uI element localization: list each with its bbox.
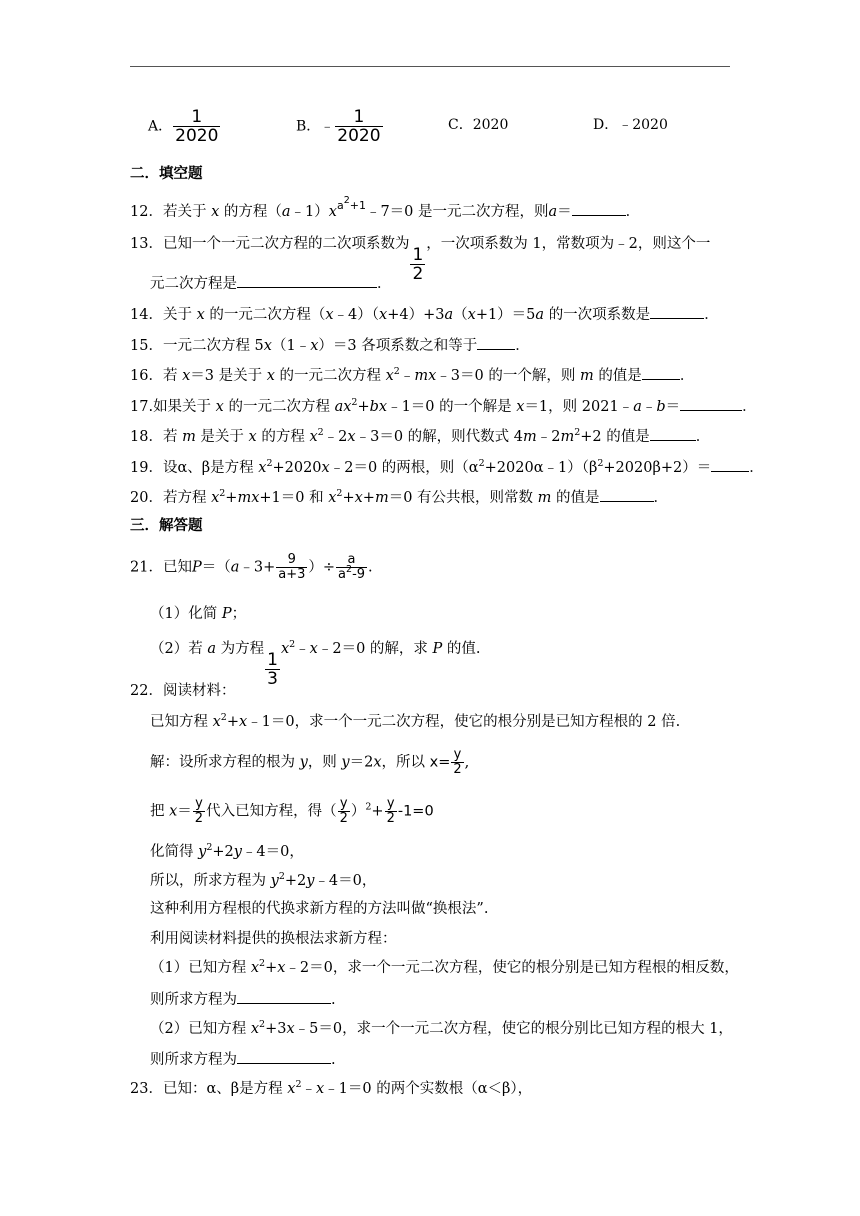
text-fragment: 2	[259, 1019, 266, 1030]
text-fragment: 的一元二次方程	[279, 368, 381, 384]
text-fragment: x	[347, 429, 356, 445]
text-fragment: ＝（	[201, 559, 231, 576]
text-fragment: 2	[453, 762, 462, 777]
text-fragment: A．	[148, 118, 173, 135]
question-12	[130, 196, 640, 222]
text-fragment: 已知	[162, 559, 192, 576]
text-fragment: ．	[377, 276, 392, 292]
text-fragment: m	[374, 490, 389, 506]
text-fragment: 13．	[130, 236, 163, 252]
text-fragment: 1	[412, 245, 424, 265]
text-fragment: ﹣	[641, 399, 657, 415]
text-fragment: 的值.	[446, 641, 481, 657]
text-fragment: ﹣1＝0 的一个解是	[387, 399, 512, 415]
text-fragment: ﹣3＝0 的一个解，则	[436, 368, 576, 384]
text-fragment: P	[221, 606, 232, 622]
text-fragment: （1）化简	[150, 606, 218, 622]
text-fragment: 2	[289, 639, 296, 650]
text-fragment: +2	[212, 844, 234, 860]
text-fragment: x=	[429, 754, 451, 771]
text-fragment: a	[336, 199, 344, 212]
text-fragment: m	[182, 429, 196, 445]
section-title: 二．填空题	[130, 165, 203, 182]
text-fragment: ﹣4）（	[333, 307, 380, 323]
text-fragment: 16．	[130, 368, 163, 384]
text-fragment: m	[523, 429, 537, 445]
text-fragment: ,	[464, 754, 470, 771]
text-fragment: 元二次方程是	[150, 276, 237, 292]
text-fragment: +	[265, 960, 278, 976]
text-fragment: ．	[515, 338, 530, 354]
fraction	[265, 651, 280, 688]
text-fragment: ＝	[665, 399, 681, 415]
text-fragment: （1﹣	[271, 338, 311, 354]
text-fragment: x	[286, 1021, 295, 1037]
text-fragment: y	[386, 796, 395, 811]
text-fragment: +1）＝5	[475, 307, 536, 323]
text-fragment: x	[379, 307, 388, 323]
fraction	[276, 553, 307, 582]
text-fragment: （2）已知方程	[150, 1021, 247, 1037]
text-fragment: ﹣4＝0，	[314, 873, 377, 889]
text-fragment: 已知一个一元二次方程的二次项系数为	[162, 236, 410, 252]
text-fragment: ．	[695, 429, 711, 445]
text-fragment: +	[371, 803, 384, 820]
text-fragment: +	[342, 490, 355, 506]
math-part	[336, 564, 367, 582]
question-20	[130, 487, 668, 508]
text-fragment: ．	[704, 307, 719, 323]
text-fragment: 15．	[130, 338, 163, 354]
text-fragment: +2	[284, 873, 307, 889]
text-fragment: -9	[352, 567, 366, 582]
text-fragment: ＝	[177, 803, 192, 820]
text-fragment: 若	[162, 429, 178, 445]
text-fragment: 1	[191, 107, 203, 127]
text-fragment: ﹣1＝0，求一个一元二次方程，使它的根分别是已知方程根的 2 倍.	[247, 714, 681, 730]
text-fragment: +1	[349, 199, 366, 212]
text-fragment: x	[212, 714, 221, 730]
text-fragment: y	[339, 796, 348, 811]
text-fragment: ﹣3＝0 的解，则代数式 4	[355, 429, 523, 445]
text-fragment: x	[309, 429, 318, 445]
text-fragment: a	[281, 204, 291, 220]
text-fragment: x	[309, 641, 318, 657]
text-fragment: 已知：α、β是方程	[162, 1081, 283, 1097]
text-fragment: x	[182, 368, 191, 384]
text-fragment: 9	[287, 552, 296, 567]
text-fragment: 12．	[130, 204, 163, 220]
text-fragment: 2	[393, 366, 400, 377]
text-fragment: x	[169, 803, 178, 820]
text-fragment: ．	[749, 460, 764, 476]
text-fragment: x	[325, 307, 334, 323]
text-fragment: ．	[625, 204, 641, 220]
question-21	[130, 553, 373, 582]
text-fragment: 解：设所求方程的根为	[150, 754, 295, 771]
text-fragment: 1	[267, 650, 278, 670]
text-fragment: 2	[336, 488, 343, 499]
text-fragment: ﹣2	[323, 429, 348, 445]
reading-line-4	[150, 842, 304, 862]
text-fragment: 17.	[130, 399, 154, 415]
text-fragment: 为方程	[220, 641, 265, 657]
text-fragment: +	[357, 399, 370, 415]
text-fragment: ）	[350, 803, 366, 820]
text-fragment: 化简得	[150, 844, 194, 860]
text-fragment: 2	[339, 811, 348, 826]
text-fragment: ﹣4＝0，	[241, 844, 304, 860]
text-fragment: y	[453, 747, 462, 762]
text-fragment: ﹣	[295, 641, 310, 657]
text-fragment: 2	[295, 1079, 302, 1090]
text-fragment: 若	[162, 368, 178, 384]
question-23	[130, 1079, 532, 1099]
fraction	[335, 108, 382, 145]
text-fragment: 2	[597, 458, 604, 469]
text-fragment: ﹣2＝0，求一个一元二次方程，使它的根分别是已知方程根的相反数，	[285, 960, 739, 976]
question-22-part-2-answer	[150, 1049, 336, 1070]
text-fragment: 2	[478, 458, 485, 469]
text-fragment: ﹣1＝0 的两个实数根（α＜β），	[324, 1081, 533, 1097]
answer-blank	[680, 396, 742, 411]
option-d	[593, 114, 668, 134]
text-fragment: 2	[365, 801, 372, 813]
text-fragment: 设α、β是方程	[162, 460, 254, 476]
answer-blank	[650, 426, 696, 441]
text-fragment: x	[239, 714, 248, 730]
question-14	[130, 304, 719, 325]
text-fragment: （1）已知方程	[150, 960, 247, 976]
text-fragment: +	[225, 490, 238, 506]
text-fragment: ﹣5＝0，求一个一元二次方程，使它的根分别比已知方程的根大 1，	[294, 1021, 733, 1037]
text-fragment: m	[579, 368, 594, 384]
text-fragment: B．	[296, 118, 321, 135]
text-fragment: x	[516, 399, 525, 415]
text-fragment: x	[467, 307, 476, 323]
fraction	[410, 246, 425, 283]
text-fragment: 20．	[130, 490, 163, 506]
text-fragment: bx	[369, 399, 388, 415]
text-fragment: ，一次项系数为 1，常数项为﹣2，则这个一	[426, 236, 711, 252]
text-fragment: D．	[593, 117, 619, 133]
text-fragment: x	[266, 368, 275, 384]
text-fragment: x	[263, 338, 272, 354]
text-fragment: y	[270, 873, 279, 889]
text-fragment: 则所求方程为	[150, 992, 237, 1008]
text-fragment: 2	[386, 811, 395, 826]
text-fragment: 则所求方程为	[150, 1052, 237, 1068]
reading-line-7: 利用阅读材料提供的换根法求新方程：	[150, 931, 397, 947]
text-fragment: x	[310, 338, 319, 354]
text-fragment: +2020	[272, 460, 322, 476]
text-fragment: a	[347, 552, 356, 567]
text-fragment: +	[226, 714, 239, 730]
text-fragment: 所以，所求方程为	[150, 873, 266, 889]
option-c	[448, 114, 508, 134]
text-fragment: 如果关于	[153, 399, 212, 415]
text-fragment: b	[656, 399, 666, 415]
text-fragment: ．	[653, 490, 669, 506]
text-fragment: C．	[448, 117, 473, 133]
text-fragment: x	[328, 204, 337, 220]
text-fragment: 3	[267, 669, 278, 689]
text-fragment: 2	[206, 842, 213, 853]
text-fragment: ＝1，则 2021﹣	[524, 399, 634, 415]
text-fragment: 2	[412, 264, 424, 284]
text-fragment: y	[341, 754, 350, 771]
text-fragment: y	[306, 873, 315, 889]
text-fragment: 14．	[130, 307, 163, 323]
text-fragment: 2	[574, 427, 581, 438]
answer-blank	[711, 457, 749, 472]
text-fragment: ﹣1）	[290, 204, 329, 220]
text-fragment: 的一元二次方程	[228, 399, 330, 415]
fraction	[173, 108, 220, 145]
fraction	[451, 748, 463, 777]
text-fragment: a	[633, 399, 642, 415]
text-fragment: +3	[265, 1021, 287, 1037]
text-fragment: x	[250, 1021, 260, 1037]
text-fragment: +2020α﹣1）（β	[484, 460, 598, 476]
text-fragment: 18．	[130, 429, 163, 445]
text-fragment: ．	[679, 368, 695, 384]
question-21-part-1	[150, 604, 246, 624]
text-fragment: -1=0	[397, 803, 434, 820]
text-fragment: x	[287, 1081, 296, 1097]
text-fragment: mx	[414, 368, 437, 384]
text-fragment: x	[373, 754, 382, 771]
text-fragment: 的值是	[598, 368, 642, 384]
header-rule	[130, 66, 730, 67]
text-fragment: +1＝0 和	[259, 490, 324, 506]
text-fragment: mx	[237, 490, 260, 506]
text-fragment: 2	[346, 564, 353, 575]
text-fragment: 是关于	[200, 429, 244, 445]
question-17	[130, 396, 757, 417]
fraction	[336, 553, 367, 582]
text-fragment: a	[207, 641, 216, 657]
text-fragment: 21．	[130, 559, 163, 576]
text-fragment: ﹣	[320, 118, 335, 135]
text-fragment: x	[315, 1081, 325, 1097]
option-a	[148, 108, 221, 145]
text-fragment: 2	[219, 488, 226, 499]
text-fragment: m	[537, 490, 552, 506]
text-fragment: 的方程	[261, 429, 305, 445]
fraction	[385, 797, 397, 826]
text-fragment: 若方程	[162, 490, 207, 506]
answer-blank	[477, 335, 515, 350]
text-fragment: 把	[150, 803, 165, 820]
text-fragment: 2	[220, 712, 227, 723]
text-fragment: 19．	[130, 460, 163, 476]
question-22	[130, 681, 235, 701]
question-13-cont	[150, 273, 392, 294]
text-fragment: y	[233, 844, 242, 860]
text-fragment: a	[548, 204, 558, 220]
text-fragment: P	[432, 641, 443, 657]
text-fragment: .	[331, 992, 336, 1008]
answer-blank	[237, 989, 331, 1004]
fraction	[193, 797, 205, 826]
text-fragment: ＝0 有公共根，则常数	[388, 490, 534, 506]
text-fragment: a	[444, 307, 454, 323]
answer-blank	[572, 201, 626, 216]
text-fragment: 2	[317, 427, 324, 438]
text-fragment: y	[198, 844, 207, 860]
text-fragment: ax	[334, 399, 352, 415]
text-fragment: a	[338, 567, 347, 582]
fraction	[338, 797, 350, 826]
text-fragment: a+3	[278, 567, 306, 582]
text-fragment: 的方程（	[223, 204, 282, 220]
text-fragment: 1	[353, 107, 365, 127]
text-fragment: 关于	[162, 307, 192, 323]
text-fragment: ）＝3 各项系数之和等于	[318, 338, 478, 354]
text-fragment: x	[196, 307, 205, 323]
reading-line-5	[150, 871, 376, 891]
text-fragment: x	[321, 460, 330, 476]
text-fragment: x	[215, 399, 224, 415]
text-fragment: x	[258, 460, 267, 476]
text-fragment: y	[299, 754, 308, 771]
question-15	[130, 335, 530, 356]
text-fragment: ﹣2＝0 的解，求	[317, 641, 428, 657]
text-fragment: 的值是	[556, 490, 600, 506]
text-fragment: （2）若	[150, 641, 203, 657]
reading-line-6: 这种利用方程根的代换求新方程的方法叫做“换根法”.	[150, 901, 489, 917]
text-fragment: 2	[259, 958, 266, 969]
text-fragment: ﹣2	[536, 429, 561, 445]
text-fragment: （	[453, 307, 468, 323]
text-fragment: ﹣	[301, 1081, 316, 1097]
answer-blank	[642, 365, 680, 380]
text-fragment: ﹣2020	[618, 117, 668, 133]
option-b	[296, 108, 384, 145]
text-fragment: 若关于	[162, 204, 207, 220]
text-fragment: 已知方程	[150, 714, 208, 730]
question-19	[130, 457, 764, 478]
text-fragment: ＝	[557, 204, 572, 220]
text-fragment: x	[280, 641, 290, 657]
text-fragment: .	[331, 1052, 336, 1068]
text-fragment: 的一次项系数是	[548, 307, 651, 323]
question-22-part-1-answer	[150, 989, 336, 1010]
text-fragment: ，所以	[381, 754, 426, 771]
text-fragment: 2	[343, 195, 350, 206]
answer-blank	[600, 487, 654, 502]
text-fragment: ＝2	[349, 754, 374, 771]
text-fragment: 2	[278, 871, 285, 882]
text-fragment: 2	[266, 458, 273, 469]
text-fragment: x	[248, 429, 257, 445]
question-16	[130, 365, 694, 386]
text-fragment: 2	[351, 397, 358, 408]
text-fragment: 23．	[130, 1081, 163, 1097]
text-fragment: m	[560, 429, 575, 445]
question-22-part-2	[150, 1019, 733, 1039]
text-fragment: x	[354, 490, 363, 506]
answer-blank	[650, 304, 704, 319]
text-fragment: x	[385, 368, 394, 384]
text-fragment: 2020	[337, 126, 381, 146]
text-fragment: +2020β+2）＝	[603, 460, 712, 476]
text-fragment: ﹣3+	[239, 559, 276, 576]
text-fragment: a	[230, 559, 240, 576]
text-fragment: ﹣7＝0 是一元二次方程，则	[365, 204, 549, 220]
text-fragment: x	[211, 204, 220, 220]
text-fragment: ﹣	[399, 368, 415, 384]
text-fragment: ；	[231, 606, 247, 622]
question-18	[130, 426, 710, 447]
text-fragment: +	[362, 490, 375, 506]
text-fragment: ＝3 是关于	[190, 368, 263, 384]
answer-blank	[237, 1049, 331, 1064]
text-fragment: x	[211, 490, 220, 506]
text-fragment: 阅读材料：	[162, 683, 236, 699]
text-fragment: ）÷	[308, 559, 336, 576]
text-fragment: ．	[742, 399, 757, 415]
text-fragment: 的一元二次方程（	[209, 307, 326, 323]
reading-line-2	[150, 748, 469, 777]
question-22-part-1	[150, 958, 739, 978]
text-fragment: 2020	[175, 126, 219, 146]
section-title: 三．解答题	[130, 517, 203, 534]
text-fragment: y	[195, 796, 203, 811]
text-fragment: +2 的值是	[580, 429, 650, 445]
text-fragment: x	[250, 960, 260, 976]
text-fragment: ﹣2＝0 的两根，则（α	[329, 460, 479, 476]
text-fragment: a	[535, 307, 545, 323]
answer-blank	[237, 273, 377, 288]
text-fragment: 一元二次方程 5	[162, 338, 264, 354]
reading-line-3	[150, 797, 434, 826]
text-fragment: 代入已知方程，得（	[206, 803, 337, 820]
reading-line-1	[150, 712, 680, 732]
text-fragment: +4）+3	[387, 307, 445, 323]
text-fragment: 2	[194, 811, 204, 826]
text-fragment: ，则	[307, 754, 337, 771]
text-fragment: 22．	[130, 683, 163, 699]
text-fragment: .	[368, 559, 373, 576]
math-part	[336, 195, 366, 212]
text-fragment: 2020	[472, 117, 509, 133]
text-fragment: x	[328, 490, 337, 506]
text-fragment: P	[191, 559, 202, 576]
text-fragment: x	[277, 960, 286, 976]
